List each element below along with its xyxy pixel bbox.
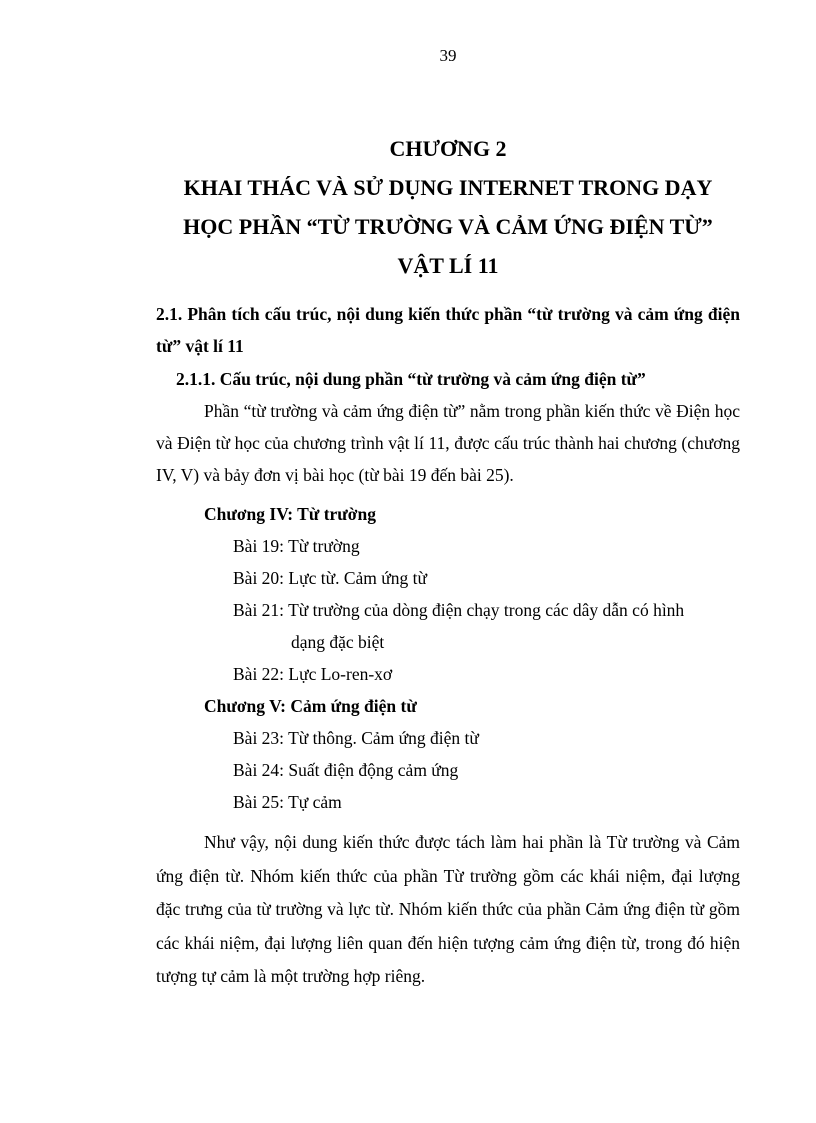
chapter-title-line-1: KHAI THÁC VÀ SỬ DỤNG INTERNET TRONG DẠY (183, 175, 713, 200)
chapter-label: CHƯƠNG 2 (389, 136, 507, 161)
lesson-item: Bài 22: Lực Lo-ren-xơ (233, 664, 393, 684)
chapter-iv-heading: Chương IV: Từ trường (204, 504, 376, 524)
lesson-list (156, 498, 746, 818)
section-heading-2-1: 2.1. Phân tích cấu trúc, nội dung kiến thức phần “từ trường và cảm ứng điện từ” vật lí 11 (156, 304, 740, 356)
lesson-item: Bài 19: Từ trường (233, 536, 360, 556)
chapter-title-line-2: HỌC PHẦN “TỪ TRƯỜNG VÀ CẢM ỨNG ĐIỆN TỪ” (183, 214, 713, 239)
lesson-item-continuation: dạng đặc biệt (291, 632, 385, 652)
lesson-item: Bài 20: Lực từ. Cảm ứng từ (233, 568, 427, 588)
section-heading-2-1-1: 2.1.1. Cấu trúc, nội dung phần “từ trường và cảm ứng điện từ” (176, 369, 646, 389)
lesson-item: Bài 25: Tự cảm (233, 792, 342, 812)
paragraph-summary: Như vậy, nội dung kiến thức được tách làm hai phần là Từ trường và Cảm ứng điện từ. Nhóm kiến thức của phần Từ trường gồm các khái niệm, đại lượng đặc trưng của từ trường và lực từ. Nhóm kiến thức của phần Cảm ứng điện từ gồm các khái niệm, đại lượng liên quan đến hiện tượng cảm ứng điện từ, trong đó hiện tượng tự cảm là một trường hợp riêng. (156, 832, 740, 986)
lesson-item: Bài 24: Suất điện động cảm ứng (233, 760, 459, 780)
lesson-item: Bài 23: Từ thông. Cảm ứng điện từ (233, 728, 479, 748)
chapter-title-block (150, 129, 746, 285)
lesson-item: Bài 21: Từ trường của dòng điện chạy trong các dây dẫn có hình (233, 600, 685, 620)
page-number: 39 (439, 46, 457, 65)
chapter-v-heading: Chương V: Cảm ứng điện từ (204, 696, 417, 716)
chapter-title-line-3: VẬT LÍ 11 (397, 253, 499, 278)
paragraph-structure: Phần “từ trường và cảm ứng điện từ” nằm trong phần kiến thức về Điện học và Điện từ học của chương trình vật lí 11, được cấu trúc thành hai chương (chương IV, V) và bảy đơn vị bài học (từ bài 19 đến bài 25). (156, 401, 740, 485)
